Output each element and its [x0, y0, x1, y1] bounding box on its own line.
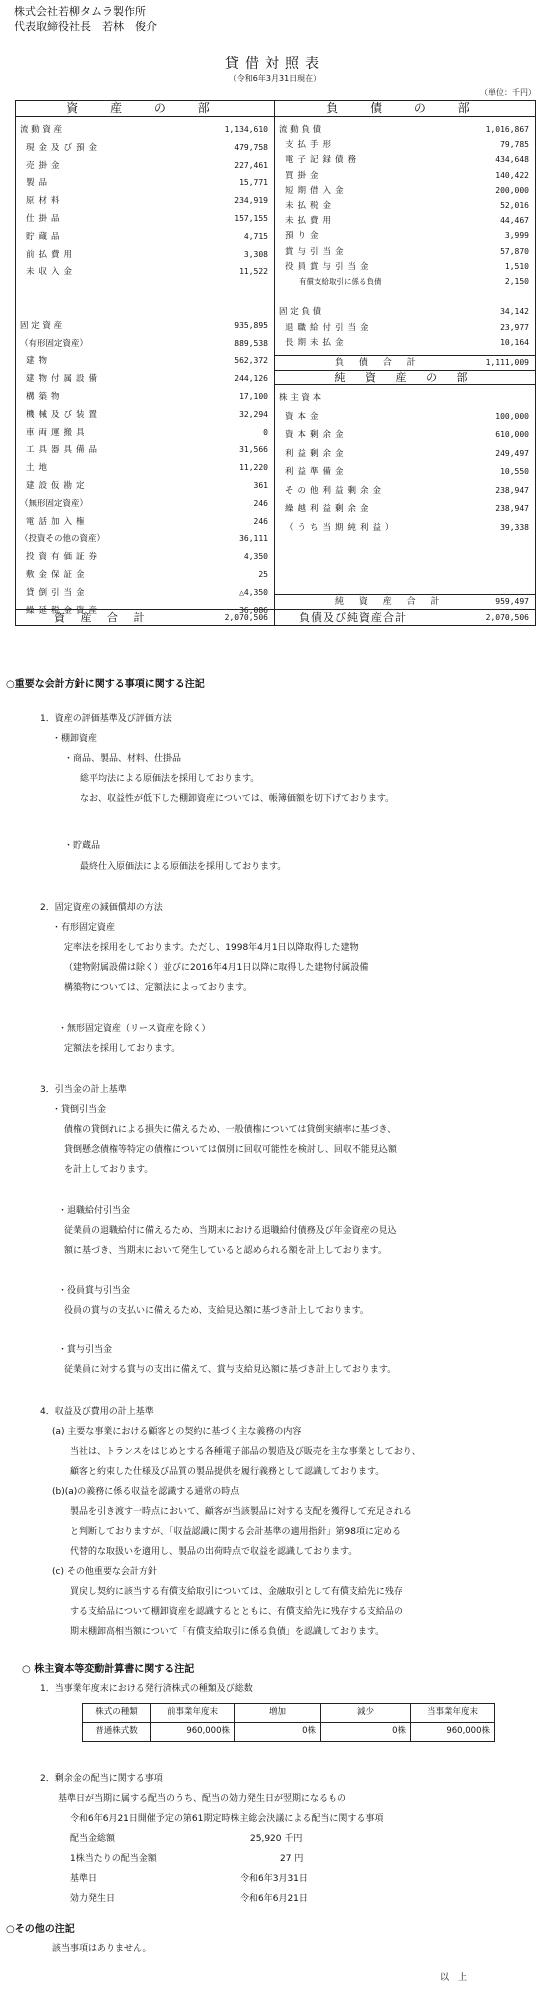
asset-value: 246 — [253, 516, 268, 526]
liability-label: 流 動 負 債 — [279, 125, 322, 135]
note-line: 2．剰余金の配当に関する事項 — [40, 1774, 163, 1784]
asset-row — [16, 497, 274, 511]
note-line: 令和6年6月21日開催予定の第61期定時株主総会決議による配当に関する事項 — [70, 1814, 384, 1824]
liability-row — [275, 199, 535, 213]
liability-value: 3,999 — [504, 231, 529, 241]
note-line: ・貯蔵品 — [64, 841, 101, 851]
net-assets-total-row — [275, 594, 535, 609]
asset-label: 投資有価証券 — [26, 552, 102, 563]
note-line: 効力発生日 — [70, 1894, 116, 1904]
asset-row — [16, 586, 274, 600]
asset-row — [16, 479, 274, 493]
liability-value: 200,000 — [495, 185, 529, 195]
liability-label: 固 定 負 債 — [279, 307, 322, 318]
note-line: を計上しております。 — [64, 1165, 154, 1175]
unit-note: （単位：千円） — [480, 88, 536, 97]
note-line: ・有形固定資産 — [52, 923, 116, 933]
note-line: 顧客と約束した仕様及び品質の製品提供を履行義務として認識しております。 — [70, 1467, 385, 1477]
asset-value: 32,294 — [239, 409, 268, 419]
net-asset-row — [275, 502, 535, 516]
asset-row — [16, 515, 274, 529]
liability-value: 52,016 — [500, 201, 529, 210]
liability-value: 434,648 — [495, 155, 529, 165]
liability-row — [275, 321, 535, 335]
representative-name: 代表取締役社長 若林 俊介 — [14, 20, 157, 33]
liability-value: 79,785 — [500, 140, 529, 150]
asset-value: 4,715 — [243, 231, 268, 241]
liability-value: 44,467 — [500, 216, 529, 226]
liability-label: 退職給付引当金 — [285, 322, 373, 333]
asset-label: 建設仮勘定 — [26, 481, 89, 491]
asset-label: （無形固定資産） — [20, 498, 89, 509]
net-asset-value: 100,000 — [495, 411, 529, 421]
asset-row — [16, 443, 274, 457]
net-asset-value: 238,947 — [495, 485, 529, 495]
note-line: ・役員賞与引当金 — [58, 1286, 131, 1296]
asset-value: 0 — [263, 427, 268, 437]
note-line: 1株当たりの配当金額 — [70, 1854, 157, 1864]
asset-row — [16, 283, 274, 297]
dividend-total-value: 25,920 千円 — [250, 1834, 303, 1844]
net-asset-value: 238,947 — [495, 504, 529, 513]
asset-row — [16, 532, 274, 546]
net-asset-label: 繰越利益剰余金 — [285, 504, 373, 514]
asset-value: 479,758 — [234, 142, 268, 152]
note-line: なお、収益性が低下した棚卸資産については、帳簿価額を切下げております。 — [80, 794, 395, 804]
asset-value: 31,566 — [239, 445, 268, 455]
net-asset-value: 249,497 — [495, 448, 529, 458]
net-assets-total-value: 959,497 — [495, 597, 529, 606]
assets-total-value: 2,070,506 — [224, 613, 268, 622]
asset-label: 構築物 — [26, 392, 64, 402]
asset-label: 現金及び預金 — [26, 142, 102, 153]
table-header-row — [83, 1704, 495, 1723]
note-line: 3．引当金の計上基準 — [40, 1085, 127, 1095]
asset-row — [16, 265, 274, 279]
liability-label: 長期未払金 — [285, 337, 348, 348]
note-heading-accounting: ○重要な会計方針に関する事項に関する注記 — [6, 679, 205, 690]
asset-value: 1,134,610 — [224, 125, 268, 134]
net-asset-value: 10,550 — [500, 467, 529, 476]
asset-row — [16, 568, 274, 582]
asset-value: 244,126 — [234, 374, 268, 384]
asset-value: 3,308 — [243, 249, 268, 259]
end-mark: 以 上 — [440, 1973, 468, 1983]
asset-row — [16, 461, 274, 475]
note-line: ・賞与引当金 — [58, 1345, 113, 1355]
asset-label: 建物付属設備 — [26, 374, 102, 385]
asset-row — [16, 426, 274, 440]
liability-label: 支払手形 — [285, 140, 336, 151]
asset-row — [16, 319, 274, 333]
liability-value: 1,510 — [504, 261, 529, 271]
note-line: 買戻し契約に該当する有償支給取引については、金融取引として有償支給先に残存 — [70, 1587, 403, 1597]
asset-row — [16, 123, 274, 137]
note-line: 債権の貸倒れによる損失に備えるため、一般債権については貸倒実績率に基づき、 — [64, 1125, 397, 1135]
note-line: 従業員の退職給付に備えるため、当期末における退職給付債務及び年金資産の見込 — [64, 1226, 397, 1236]
liability-row — [275, 153, 535, 167]
asset-label: 機械及び装置 — [26, 409, 102, 420]
liability-row — [275, 275, 535, 289]
note-line: ・貸倒引当金 — [52, 1105, 107, 1115]
asset-row — [16, 212, 274, 226]
liability-row — [275, 245, 535, 259]
document-title: 貸借対照表 — [225, 56, 325, 72]
asset-value: 361 — [253, 481, 268, 490]
net-assets-heading: 純 資 産 の 部 — [275, 370, 535, 385]
note-line: (c) その他重要な会計方針 — [52, 1567, 157, 1577]
note-line: 基準日が当期に属する配当のうち、配当の効力発生日が翌期になるもの — [58, 1794, 347, 1804]
asset-value: 246 — [253, 498, 268, 508]
note-line: 貸倒懸念債権等特定の債権については個別に回収可能性を検討し、回収不能見込額 — [64, 1145, 397, 1155]
asset-label: 原材料 — [26, 196, 64, 207]
asset-label: 車両運搬具 — [26, 427, 89, 438]
note-line: 4．収益及び費用の計上基準 — [40, 1407, 154, 1417]
net-asset-row — [275, 447, 535, 461]
asset-label: 仕掛品 — [26, 214, 64, 224]
liability-value: 23,977 — [500, 322, 529, 332]
table-row — [83, 1723, 495, 1742]
note-line: 従業員に対する賞与の支出に備えて、賞与支給見込額に基づき計上しております。 — [64, 1365, 397, 1375]
liability-row — [275, 214, 535, 228]
net-asset-row — [275, 465, 535, 479]
asset-row — [16, 141, 274, 155]
asset-value: 157,155 — [234, 214, 268, 223]
grand-total-row — [275, 609, 535, 625]
asset-row — [16, 248, 274, 262]
liability-row — [275, 260, 535, 274]
note-line: 最終仕入原価法による原価法を採用しております。 — [80, 862, 287, 872]
note-line: と判断しておりますが、「収益認識に関する会計基準の適用指針」第98項に定める — [70, 1527, 401, 1537]
asset-label: 建物 — [26, 356, 52, 367]
asset-row — [16, 408, 274, 422]
note-line: する支給品について棚卸資産を認識するとともに、有償支給先に残存する支給品の — [70, 1607, 403, 1617]
net-asset-label: その他利益剰余金 — [285, 485, 386, 496]
document-date: （令和6年3月31日現在） — [228, 74, 322, 83]
asset-value: 562,372 — [234, 356, 268, 366]
liability-label: 賞与引当金 — [285, 246, 348, 257]
liability-value: 10,164 — [500, 337, 529, 347]
asset-value: 889,538 — [234, 338, 268, 348]
liability-row — [275, 184, 535, 198]
asset-label: 売掛金 — [26, 160, 64, 171]
asset-label: 貯蔵品 — [26, 231, 64, 242]
note-line: ・無形固定資産（リース資産を除く） — [58, 1024, 211, 1034]
grand-total-label: 負債及び純資産合計 — [299, 611, 407, 624]
asset-value: 25 — [258, 570, 268, 579]
asset-value: 36,111 — [239, 534, 268, 544]
asset-value: 36,086 — [239, 605, 268, 615]
liability-label: 未払税金 — [285, 201, 336, 211]
liability-value: 1,016,867 — [485, 125, 529, 134]
asset-value: 227,461 — [234, 160, 268, 170]
asset-row — [16, 230, 274, 244]
liability-label: 未払費用 — [285, 216, 336, 227]
asset-row — [16, 550, 274, 564]
note-heading-equity: ○ 株主資本等変動計算書に関する注記 — [22, 1664, 195, 1675]
liabilities-column — [275, 101, 535, 625]
liability-label: 預り金 — [285, 231, 323, 242]
net-asset-row — [275, 521, 535, 535]
net-asset-row — [275, 428, 535, 442]
note-line: 構築物については、定額法によっております。 — [64, 983, 253, 993]
note-line: 1．当事業年度末における発行済株式の種類及び総数 — [40, 1684, 253, 1694]
asset-row — [16, 194, 274, 208]
asset-value: 935,895 — [234, 320, 268, 330]
table-header-cell: 株式の種類 — [83, 1704, 151, 1723]
note-line: 代替的な取扱いを適用し、製品の出荷時点で収益を認識しております。 — [70, 1547, 358, 1557]
note-line: 配当金総額 — [70, 1834, 116, 1844]
liability-value: 34,142 — [500, 307, 529, 317]
assets-total-row — [16, 609, 274, 625]
asset-label: 固 定 資 産 — [20, 320, 63, 331]
asset-label: 繰延税金資産 — [26, 605, 102, 616]
liability-row — [275, 305, 535, 319]
liability-value: 140,422 — [495, 170, 529, 180]
asset-label: 製品 — [26, 178, 52, 189]
liability-row — [275, 229, 535, 243]
asset-label: 土地 — [26, 463, 52, 474]
asset-label: 電話加入権 — [26, 516, 89, 527]
company-block — [14, 4, 157, 34]
liabilities-total-label: 負 債 合 計 — [335, 358, 422, 368]
net-asset-label: 株 主 資 本 — [279, 393, 322, 403]
note-line: 1．資産の評価基準及び評価方法 — [40, 714, 172, 724]
note-line: 当社は、トランスをはじめとする各種電子部品の製造及び販売を主な事業としており、 — [70, 1447, 421, 1457]
grand-total-value: 2,070,506 — [485, 613, 529, 622]
shares-table — [82, 1703, 495, 1742]
asset-value: △4,350 — [239, 587, 268, 597]
liability-label: 電子記録債務 — [285, 155, 361, 166]
asset-row — [16, 372, 274, 386]
asset-label: 前払費用 — [26, 249, 77, 260]
asset-value: 234,919 — [234, 196, 268, 206]
net-asset-label: 資本金 — [285, 411, 323, 422]
note-line: (b)(a)の義務に係る収益を認識する通常の時点 — [52, 1487, 240, 1497]
asset-label: 流 動 資 産 — [20, 125, 63, 135]
note-line: 基準日 — [70, 1874, 98, 1884]
liability-row — [275, 138, 535, 152]
note-line: 2．固定資産の減価償却の方法 — [40, 903, 163, 913]
liability-row — [275, 169, 535, 183]
assets-column — [16, 101, 275, 625]
table-cell: 0株 — [235, 1723, 321, 1742]
asset-row — [16, 390, 274, 404]
liability-row — [275, 290, 535, 304]
asset-label: 工具器具備品 — [26, 445, 102, 456]
assets-heading: 資 産 の 部 — [16, 101, 274, 117]
note-line: ・退職給付引当金 — [58, 1206, 131, 1216]
asset-row — [16, 301, 274, 315]
asset-label: 未収入金 — [26, 267, 77, 278]
dividend-per-share-value: 27 円 — [280, 1854, 304, 1864]
note-line: ・商品、製品、材料、仕掛品 — [64, 754, 182, 764]
note-line: （建物附属設備は除く）並びに2016年4月1日以降に取得した建物付属設備 — [64, 963, 369, 973]
note-line: 期末棚卸高相当額について「有償支給取引に係る負債」を認識しております。 — [70, 1627, 385, 1637]
note-line: 該当事項はありません。 — [52, 1944, 152, 1954]
record-date-value: 令和6年3月31日 — [240, 1874, 308, 1884]
net-asset-label: 利益剰余金 — [285, 448, 348, 459]
note-line: 総平均法による原価法を採用しております。 — [80, 774, 260, 784]
net-asset-label: 資本剰余金 — [285, 430, 348, 440]
net-asset-value: 39,338 — [500, 522, 529, 532]
balance-sheet — [15, 100, 536, 626]
liability-label: 買掛金 — [285, 170, 323, 181]
net-asset-row — [275, 410, 535, 424]
asset-label: 敷金保証金 — [26, 570, 89, 580]
company-name: 株式会社若柳タムラ製作所 — [14, 5, 146, 18]
asset-label: （投資その他の資産） — [20, 534, 106, 545]
net-asset-label: 利益準備金 — [285, 467, 348, 477]
effective-date-value: 令和6年6月21日 — [240, 1894, 308, 1904]
net-asset-row — [275, 391, 535, 405]
note-line: 定額法を採用しております。 — [64, 1044, 181, 1054]
liability-label: 短期借入金 — [285, 185, 348, 196]
note-heading-other: ○その他の注記 — [6, 1924, 75, 1935]
liabilities-total-value: 1,111,009 — [485, 358, 529, 367]
table-cell: 960,000株 — [411, 1723, 495, 1742]
asset-label: 貸倒引当金 — [26, 587, 89, 598]
table-cell: 960,000株 — [151, 1723, 235, 1742]
liabilities-heading: 負 債 の 部 — [275, 101, 535, 117]
net-assets-total-label: 純 資 産 合 計 — [335, 597, 446, 607]
table-header-cell: 前事業年度末 — [151, 1704, 235, 1723]
liability-value: 57,870 — [500, 246, 529, 256]
note-line: 製品を引き渡す一時点において、顧客が当該製品に対する支配を獲得して充足される — [70, 1507, 412, 1517]
asset-value: 11,220 — [239, 463, 268, 473]
table-cell: 0株 — [321, 1723, 411, 1742]
note-line: 定率法を採用をしております。ただし、1998年4月1日以降取得した建物 — [64, 943, 359, 953]
table-header-cell: 減少 — [321, 1704, 411, 1723]
asset-row — [16, 337, 274, 351]
assets-total-label: 資 産 合 計 — [54, 611, 151, 624]
note-line: 役員の賞与の支払いに備えるため、支給見込額に基づき計上しております。 — [64, 1306, 369, 1316]
asset-value: 15,771 — [239, 178, 268, 188]
note-line: 額に基づき、当期末において発生していると認められる額を計上しております。 — [64, 1246, 387, 1256]
asset-value: 17,100 — [239, 392, 268, 401]
liability-label: 有償支給取引に係る負債 — [299, 277, 382, 286]
asset-row — [16, 354, 274, 368]
net-asset-label: （うち当期純利益） — [285, 522, 398, 533]
table-header-cell: 当事業年度末 — [411, 1704, 495, 1723]
net-asset-value: 610,000 — [495, 430, 529, 439]
liability-value: 2,150 — [504, 277, 529, 286]
liability-row — [275, 336, 535, 350]
liability-row — [275, 123, 535, 137]
table-header-cell: 増加 — [235, 1704, 321, 1723]
liabilities-total-row — [275, 355, 535, 370]
net-asset-row — [275, 484, 535, 498]
asset-value: 11,522 — [239, 267, 268, 277]
table-cell: 普通株式数 — [83, 1723, 151, 1742]
note-line: (a) 主要な事業における顧客との契約に基づく主な義務の内容 — [52, 1427, 302, 1437]
asset-label: （有形固定資産） — [20, 338, 89, 349]
note-line: ・棚卸資産 — [52, 734, 98, 744]
asset-row — [16, 176, 274, 190]
liability-label: 役員賞与引当金 — [285, 261, 373, 272]
asset-value: 4,350 — [243, 552, 268, 562]
asset-row — [16, 159, 274, 173]
